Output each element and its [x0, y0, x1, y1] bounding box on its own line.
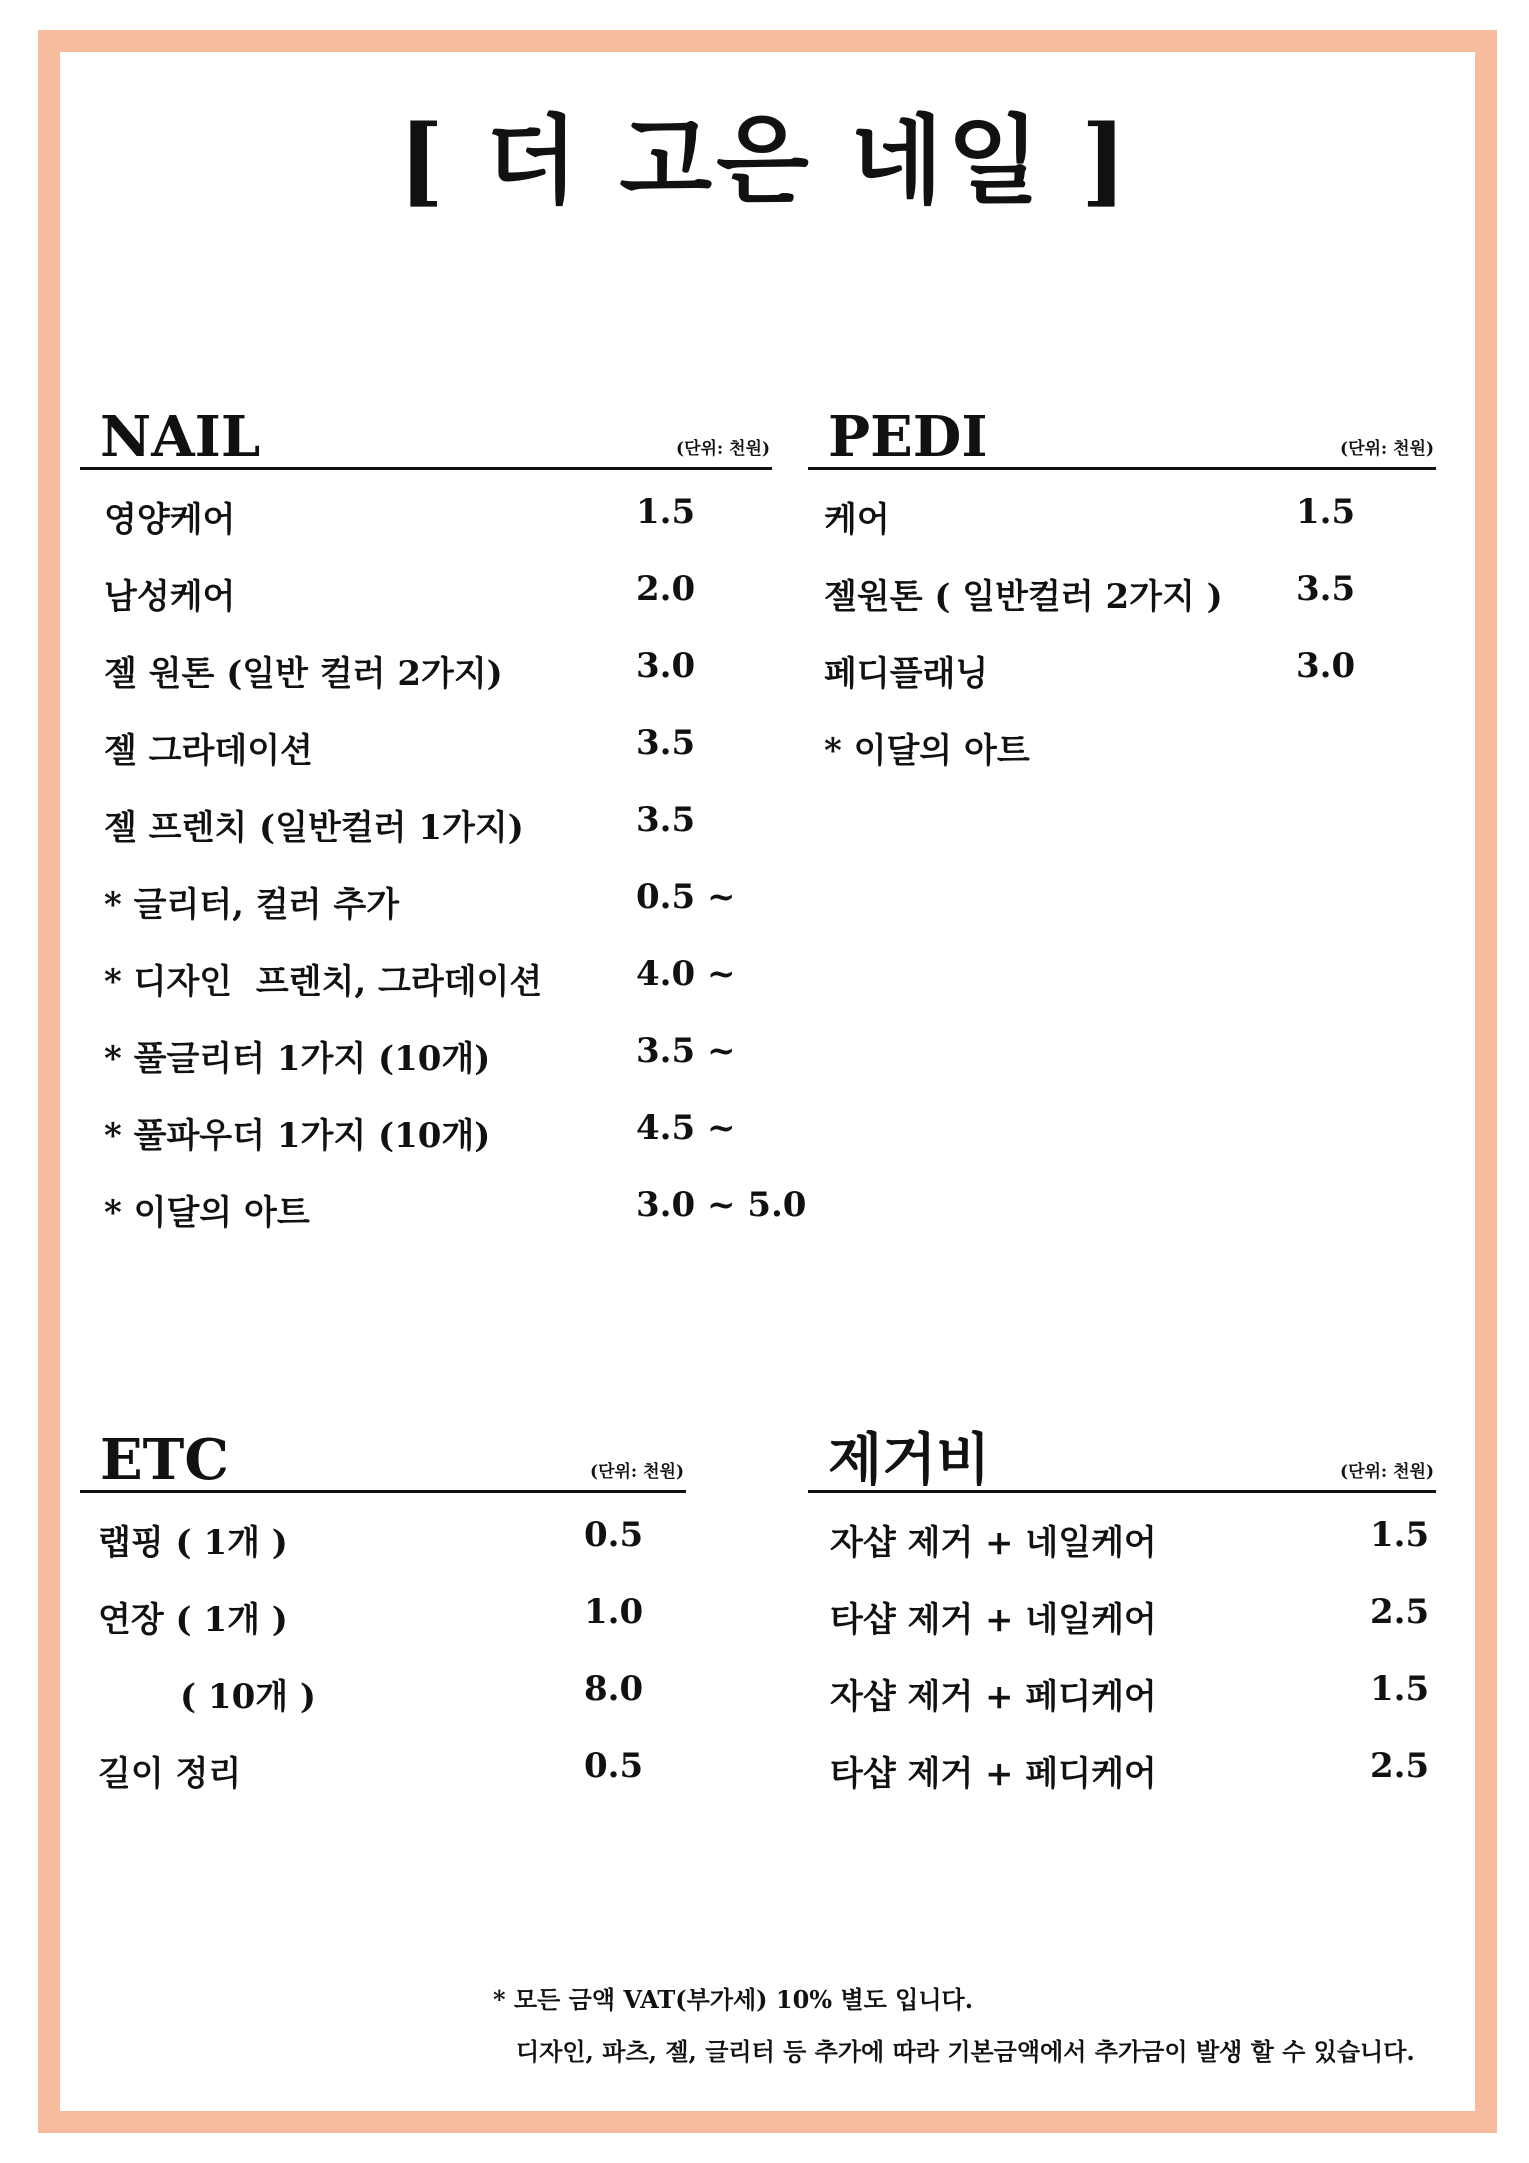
item-name: 남성케어 [104, 577, 236, 617]
etc-section [80, 1418, 686, 1801]
item-price: 2.0 [636, 569, 696, 609]
page-title: [ 더 고은 네일 ] [398, 104, 1131, 217]
item-price: 3.5 [636, 723, 696, 763]
removal-unit-label: (단위: 천원) [1340, 1462, 1434, 1482]
etc-section-title: ETC [100, 1427, 229, 1493]
item-name: 젤원톤 ( 일반컬러 2가지 ) [824, 577, 1223, 617]
list-item [808, 1647, 1436, 1724]
pedi-unit-label: (단위: 천원) [1340, 439, 1434, 459]
list-item [80, 624, 772, 701]
item-name: * 이달의 아트 [824, 731, 1030, 771]
list-item [80, 701, 772, 778]
item-price: 3.0 ~ 5.0 [636, 1185, 807, 1225]
list-item [808, 1724, 1436, 1801]
list-item [808, 470, 1436, 547]
item-name: * 풀파우더 1가지 (10개) [104, 1116, 491, 1156]
list-item [808, 1493, 1436, 1570]
item-name: 타샵 제거 + 네일케어 [830, 1600, 1157, 1640]
item-price: 3.5 [1296, 569, 1356, 609]
nail-unit-label: (단위: 천원) [676, 439, 770, 459]
item-price: 2.5 [1370, 1592, 1430, 1632]
item-name: 자샵 제거 + 네일케어 [830, 1523, 1157, 1563]
item-name: 타샵 제거 + 페디케어 [830, 1754, 1157, 1794]
item-price: 2.5 [1370, 1746, 1430, 1786]
item-name: 자샵 제거 + 페디케어 [830, 1677, 1157, 1717]
list-item [80, 778, 772, 855]
item-price: 8.0 [584, 1669, 644, 1709]
etc-unit-label: (단위: 천원) [590, 1462, 684, 1482]
item-price: 0.5 [584, 1746, 644, 1786]
item-name: ( 10개 ) [180, 1677, 317, 1717]
item-price: 3.5 [636, 800, 696, 840]
list-item [80, 470, 772, 547]
pedi-section-header [808, 395, 1436, 470]
list-item [808, 1570, 1436, 1647]
removal-section-title: 제거비 [828, 1427, 991, 1493]
list-item [80, 1570, 686, 1647]
item-name: 랩핑 ( 1개 ) [98, 1523, 288, 1563]
item-price: 1.5 [636, 492, 696, 532]
nail-price-list [80, 470, 807, 1240]
item-name: * 이달의 아트 [104, 1193, 310, 1233]
item-name: * 디자인 프렌치, 그라데이션 [104, 962, 543, 1002]
nail-section [80, 395, 807, 1240]
list-item [80, 1724, 686, 1801]
list-item [80, 855, 772, 932]
pedi-section [808, 395, 1436, 778]
pedi-price-list [808, 470, 1436, 778]
item-price: 3.0 [1296, 646, 1356, 686]
item-name: 영양케어 [104, 500, 236, 540]
etc-price-list [80, 1493, 686, 1801]
item-name: 젤 그라데이션 [104, 731, 313, 771]
item-price: 1.5 [1370, 1669, 1430, 1709]
list-item [80, 1493, 686, 1570]
removal-section-header [808, 1418, 1436, 1493]
item-name: 케어 [824, 500, 890, 540]
item-price: 0.5 [584, 1515, 644, 1555]
item-name: 페디플래닝 [824, 654, 989, 694]
list-item [80, 932, 772, 1009]
item-name: * 풀글리터 1가지 (10개) [104, 1039, 491, 1079]
nail-section-title: NAIL [100, 404, 261, 470]
item-price: 4.0 ~ [636, 954, 736, 994]
item-name: 길이 정리 [98, 1754, 242, 1794]
item-name: 젤 원톤 (일반 컬러 2가지) [104, 654, 503, 694]
list-item [80, 1009, 772, 1086]
nail-section-header [80, 395, 772, 470]
item-name: 젤 프렌치 (일반컬러 1가지) [104, 808, 524, 848]
item-price: 1.5 [1370, 1515, 1430, 1555]
item-price: 4.5 ~ [636, 1108, 736, 1148]
item-price: 1.0 [584, 1592, 644, 1632]
list-item [80, 547, 772, 624]
item-price: 3.5 ~ [636, 1031, 736, 1071]
etc-section-header [80, 1418, 686, 1493]
list-item [80, 1086, 772, 1163]
list-item [80, 1647, 686, 1724]
item-price: 1.5 [1296, 492, 1356, 532]
list-item [80, 1163, 807, 1240]
item-name: * 글리터, 컬러 추가 [104, 885, 400, 925]
removal-section [808, 1418, 1436, 1801]
removal-price-list [808, 1493, 1436, 1801]
item-price: 0.5 ~ [636, 877, 736, 917]
list-item [808, 624, 1436, 701]
list-item [808, 701, 1436, 778]
surcharge-note: 디자인, 파츠, 젤, 글리터 등 추가에 따라 기본금액에서 추가금이 발생 할 수 있습니다. [516, 2037, 1415, 2066]
vat-note: * 모든 금액 VAT(부가세) 10% 별도 입니다. [493, 1985, 974, 2014]
list-item [808, 547, 1436, 624]
item-name: 연장 ( 1개 ) [98, 1600, 288, 1640]
item-price: 3.0 [636, 646, 696, 686]
pedi-section-title: PEDI [828, 404, 988, 470]
